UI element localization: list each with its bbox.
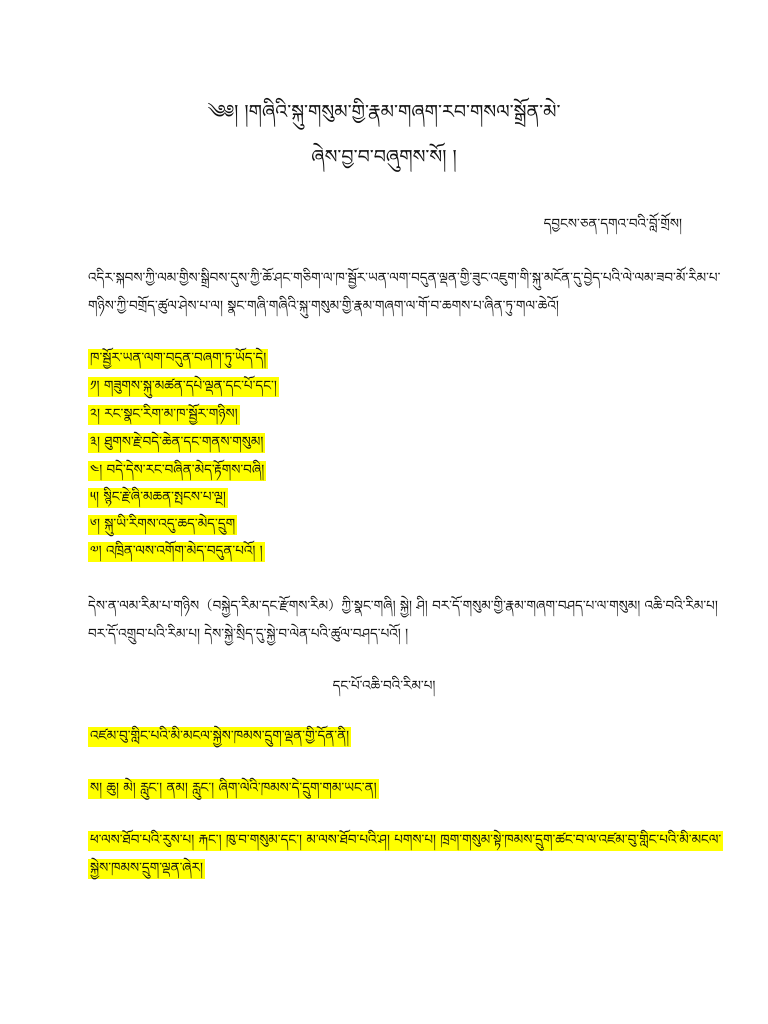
list-item: ༡། གཟུགས་སྐུ་མཚན་དཔེ་ལྡན་དང་པོ་དང་། xyxy=(88,377,279,397)
title-line-2: ཞེས་བྱ་བ་བཞུགས་སོ། ། xyxy=(311,146,457,168)
para2-line-1: དེས་ན་ལམ་རིམ་པ་གཉིས（བསྐྱེད་རིམ་དང་རྫོགས་རིམ）ཀྱི་སྣང་གཞི། སྐྱེ། ཤི། བར་དོ་གསུམ་གྱི་རྣམ་གཞག་བཤད་པ་ལ་གསུམ། འཆི་བའི་རིམ་པ། xyxy=(88,598,718,614)
list-item: ༥། སྙིང་རྗེ་ཞི་མཆན་སྤངས་པ་ལྔ། xyxy=(88,488,228,508)
list-item: ༤། བདེ་དེས་རང་བཞིན་མེད་རྟོགས་བཞི། xyxy=(88,461,266,481)
highlighted-paragraph-line-2: སྐྱེས་ཁམས་དྲུག་ལྡན་ཞེར། xyxy=(88,859,205,879)
list-item: ༣། ཐུགས་རྗེ་བདེ་ཆེན་དང་གནས་གསུམ། xyxy=(88,433,265,453)
list-item: ཁ་སྦྱོར་ཡན་ལག་བདུན་བཞག་ཏུ་ཡོད་དེ། xyxy=(88,349,268,369)
author-line: དབྱངས་ཅན་དགའ་བའི་བློ་གྲོས། xyxy=(543,216,682,232)
list-item: ༧། འཁྲིན་ལས་འགོག་མེད་བདུན་པའོ། ། xyxy=(88,542,265,562)
highlighted-paragraph: འཛམ་བུ་གླིང་པའི་མི་མངལ་སྐྱེས་ཁམས་དྲུག་ལྡན་གྱི་དོན་ནི། xyxy=(88,727,351,747)
list-item: ༢། རང་སྣང་རིག་མ་ཁ་སྦྱོར་གཉིས། xyxy=(88,405,240,425)
highlighted-paragraph-line-1: ཕ་ལས་ཐོབ་པའི་རུས་པ། རྐང་། ཁུ་བ་གསུམ་དང་། མ་ལས་ཐོབ་པའི་ཤ། པགས་པ། ཁྲག་གསུམ་སྟེ་ཁམས་དྲུག་ཚང་བ་ལ་འཛམ་བུ་གླིང་པའི་མི་མངལ་ xyxy=(88,831,723,851)
title-line-1: ༄༅། །གཞིའི་སྐུ་གསུམ་གྱི་རྣམ་གཞག་རབ་གསལ་སྒྲོན་མེ་ xyxy=(207,101,561,123)
list-item: ༦། སྐུ་ཡི་རིགས་འདུ་ཆད་མེད་དྲུག xyxy=(88,515,237,535)
intro-line-1: འདིར་སྐབས་ཀྱི་ལམ་གྱིས་སྒྲིབས་དུས་ཀྱི་ཆོ་ཤང་གཅིག་ལ་ཁ་སྦྱོར་ཡན་ལག་བདུན་ལྡན་གྱི་ཟུང་འཇུག་གི་སྐུ་མངོན་དུ་བྱེད་པའི་ལེ་ལམ་ཟབ་མོ་རིམ་པ་ xyxy=(88,270,721,286)
section-heading: དང་པོ་འཆི་བའི་རིམ་པ། xyxy=(332,678,436,694)
para2-line-2: བར་དོ་འགྲུབ་པའི་རིམ་པ། དེས་སྐྱེ་སྲིད་དུ་སྐྱེ་བ་ལེན་པའི་ཚུལ་བཤད་པའོ། ། xyxy=(88,626,409,642)
intro-line-2: གཉིས་ཀྱི་བགྲོད་ཚུལ་ཤེས་པ་ལ། སྣང་གཞི་གཞིའི་སྐུ་གསུམ་གྱི་རྣམ་གཞག་ལ་གོ་བ་ཆགས་པ་ཞིན་ཏུ་གལ་ཆེའོ། xyxy=(88,298,559,314)
highlighted-paragraph: ས། ཆུ། མེ། རླུང་། ནམ། རླུང་། ཞིག་ལེའི་ཁམས་དེ་དྲུག་གམ་ཡང་ན། xyxy=(88,779,379,799)
